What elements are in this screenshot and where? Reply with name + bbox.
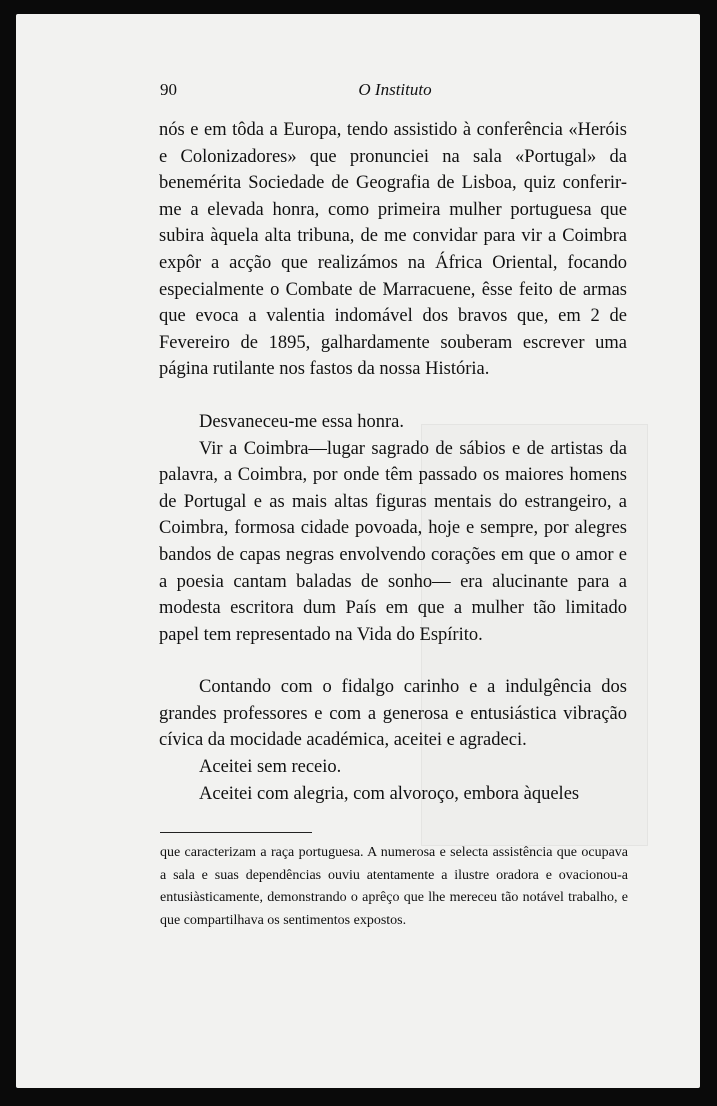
- running-title: O Instituto: [358, 80, 432, 99]
- paragraph-5: Aceitei sem receio.: [199, 757, 342, 778]
- body-text: [159, 117, 627, 807]
- paragraph-6: Aceitei com alegria, com alvoroço, embora àqueles: [199, 783, 580, 804]
- footnote: que caracterizam a raça portuguesa. A numerosa e selecta assistência que ocupava a sala e suas dependências ouviu atentamente a ilustre oradora e ovacionou-a entusiàsticamente, demonstrando o aprêço que lhe mereceu tão notável trabalho, e que compartilhava os sentimentos expostos.: [160, 845, 628, 928]
- paragraph-1: nós e em tôda a Europa, tendo assistido à conferência «Heróis e Colonizadores» que pronunciei na sala «Portugal» da benemérita Sociedade de Geografia de Lisboa, quiz conferir-me a elevada honra, como primeira mulher portuguesa que subira àquela alta tribuna, de me convidar para vir a Coimbra expôr a acção que realizámos na África Oriental, focando especialmente o Combate de Marracuene, êsse feito de armas que evoca a valentia indomável dos bravos que, em 2 de Fevereiro de 1895, galhardamente souberam escrever uma página rutilante nos fastos da nossa História.: [159, 120, 627, 380]
- paragraph-2: Desvaneceu-me essa honra.: [199, 411, 404, 432]
- page-number: 90: [160, 80, 177, 99]
- running-header: [160, 80, 630, 104]
- paragraph-3: Vir a Coimbra—lugar sagrado de sábios e de artistas da palavra, a Coimbra, por onde têm passado os maiores homens de Portugal e as mais altas figuras mentais do estrangeiro, a Coimbra, formosa cidade povoada, hoje e sempre, por alegres bandos de capas negras envolvendo corações em que o amor e a poesia cantam baladas de sonho— era alucinante para a modesta escritora dum País em que a mulher tão limitado papel tem representado na Vida do Espírito.: [159, 438, 627, 645]
- paragraph-4: Contando com o fidalgo carinho e a indulgência dos grandes professores e com a generosa e entusiástica vibração cívica da mocidade académica, aceitei e agradeci.: [159, 677, 627, 751]
- footnote-rule: [160, 832, 312, 833]
